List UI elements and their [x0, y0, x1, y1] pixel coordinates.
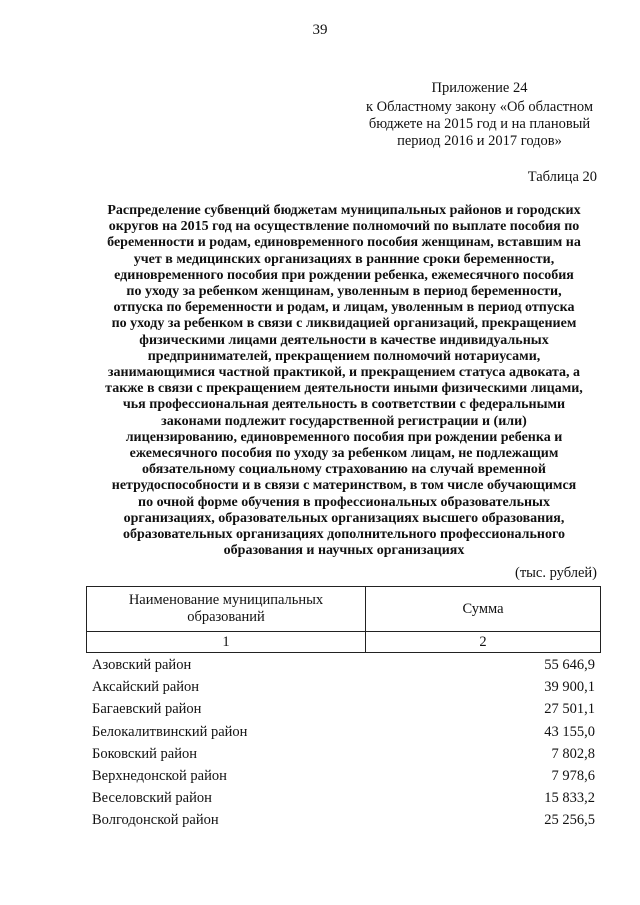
- table-row: [92, 723, 595, 745]
- title-line: лицензированию, единовременного пособия при рождении ребенка и: [125, 429, 563, 445]
- title-line: образования и научных организациях: [223, 543, 465, 559]
- title-line: ежемесячного пособия по уходу за ребенком лицам, не подлежащим: [129, 446, 559, 462]
- table-row: [92, 700, 595, 722]
- amount-value: 7 978,6: [551, 767, 595, 784]
- column-header-amount: Сумма: [366, 587, 601, 632]
- amount-value: 43 155,0: [544, 723, 595, 740]
- column-header-name: [87, 587, 366, 632]
- title-line: единовременного пособия при рождении ребенка, ежемесячного пособия: [114, 267, 574, 283]
- column-header-name-line: Наименование муниципальных: [128, 592, 324, 608]
- title-line: беременности и родам, единовременного пособия женщинам, вставшим на: [107, 235, 581, 251]
- appendix-line: к Областному закону «Об областном: [365, 99, 594, 115]
- amount-value: 7 802,8: [551, 745, 595, 762]
- table-header: [86, 586, 601, 653]
- title-line: предпринимателей, прекращением полномочий нотариусами,: [147, 348, 541, 364]
- appendix-line: бюджете на 2015 год и на плановый: [368, 116, 591, 132]
- column-header-name-line: образований: [187, 609, 265, 625]
- amount-value: 25 256,5: [544, 812, 595, 829]
- title-line: Распределение субвенций бюджетам муниципальных районов и городских: [107, 203, 581, 218]
- column-number: 1: [87, 632, 366, 653]
- amount-value: 15 833,2: [544, 790, 595, 807]
- municipality-name: Азовский район: [92, 657, 192, 673]
- page-number: 39: [312, 22, 328, 38]
- title-line: по очной форме обучения в профессиональных образовательных: [138, 494, 550, 510]
- appendix-line: Приложение 24: [431, 80, 528, 96]
- municipality-name: Боковский район: [92, 745, 197, 762]
- municipality-name: Верхнедонской район: [92, 767, 227, 784]
- appendix-line: период 2016 и 2017 годов»: [397, 133, 562, 149]
- title-line: организациях, образовательных организациях высшего образования,: [123, 510, 565, 526]
- table-row: [92, 767, 595, 789]
- title-line: также в связи с прекращением деятельности иными физическими лицами,: [105, 381, 583, 397]
- title-line: занимающимися частной практикой, и прекращением статуса адвоката, а: [107, 365, 581, 381]
- title-line: нетрудоспособности и в связи с материнством, в том числе обучающимся: [111, 478, 577, 494]
- title-line: по уходу за ребенком женщинам, уволенным в период беременности,: [126, 284, 562, 300]
- table-row: [92, 789, 595, 811]
- table-row: [92, 811, 595, 833]
- table-row: [92, 745, 595, 767]
- municipality-name: Веселовский район: [92, 790, 212, 807]
- title-line: обязательному социальному страхованию на случай временной: [142, 462, 546, 478]
- municipality-name: Волгодонской район: [92, 812, 219, 829]
- table-body: [92, 656, 595, 834]
- municipality-name: Белокалитвинский район: [92, 723, 248, 740]
- title-line: округов на 2015 год на осуществление полномочий по выплате пособия по: [108, 219, 580, 235]
- table-row: [92, 678, 595, 700]
- title-line: по уходу за ребенком в связи с ликвидацией организаций, прекращением: [111, 316, 577, 332]
- document-title: [78, 203, 610, 559]
- municipality-name: Аксайский район: [92, 679, 200, 696]
- title-line: чья профессиональная деятельность в соответствии с федеральными: [122, 397, 566, 413]
- amount-value: 27 501,1: [544, 701, 595, 718]
- table-number: Таблица 20: [527, 169, 597, 185]
- amount-value: 39 900,1: [544, 679, 595, 696]
- title-line: физическими лицами деятельности в качестве индивидуальных: [139, 332, 549, 348]
- table-row: [92, 656, 595, 678]
- title-line: образовательных организациях дополнительного профессионального: [123, 527, 565, 543]
- units-label: (тыс. рублей): [515, 565, 597, 581]
- title-line: учет в медицинских организациях в раннние сроки беременности,: [133, 251, 555, 267]
- column-number: 2: [366, 632, 601, 653]
- title-line: отпуска по беременности и родам, и лицам, уволенным в период отпуска: [113, 300, 575, 316]
- municipality-name: Багаевский район: [92, 701, 202, 718]
- appendix-header: [352, 80, 607, 150]
- amount-value: 55 646,9: [544, 657, 595, 673]
- title-line: законами подлежит государственной регистрации и (или): [161, 413, 527, 429]
